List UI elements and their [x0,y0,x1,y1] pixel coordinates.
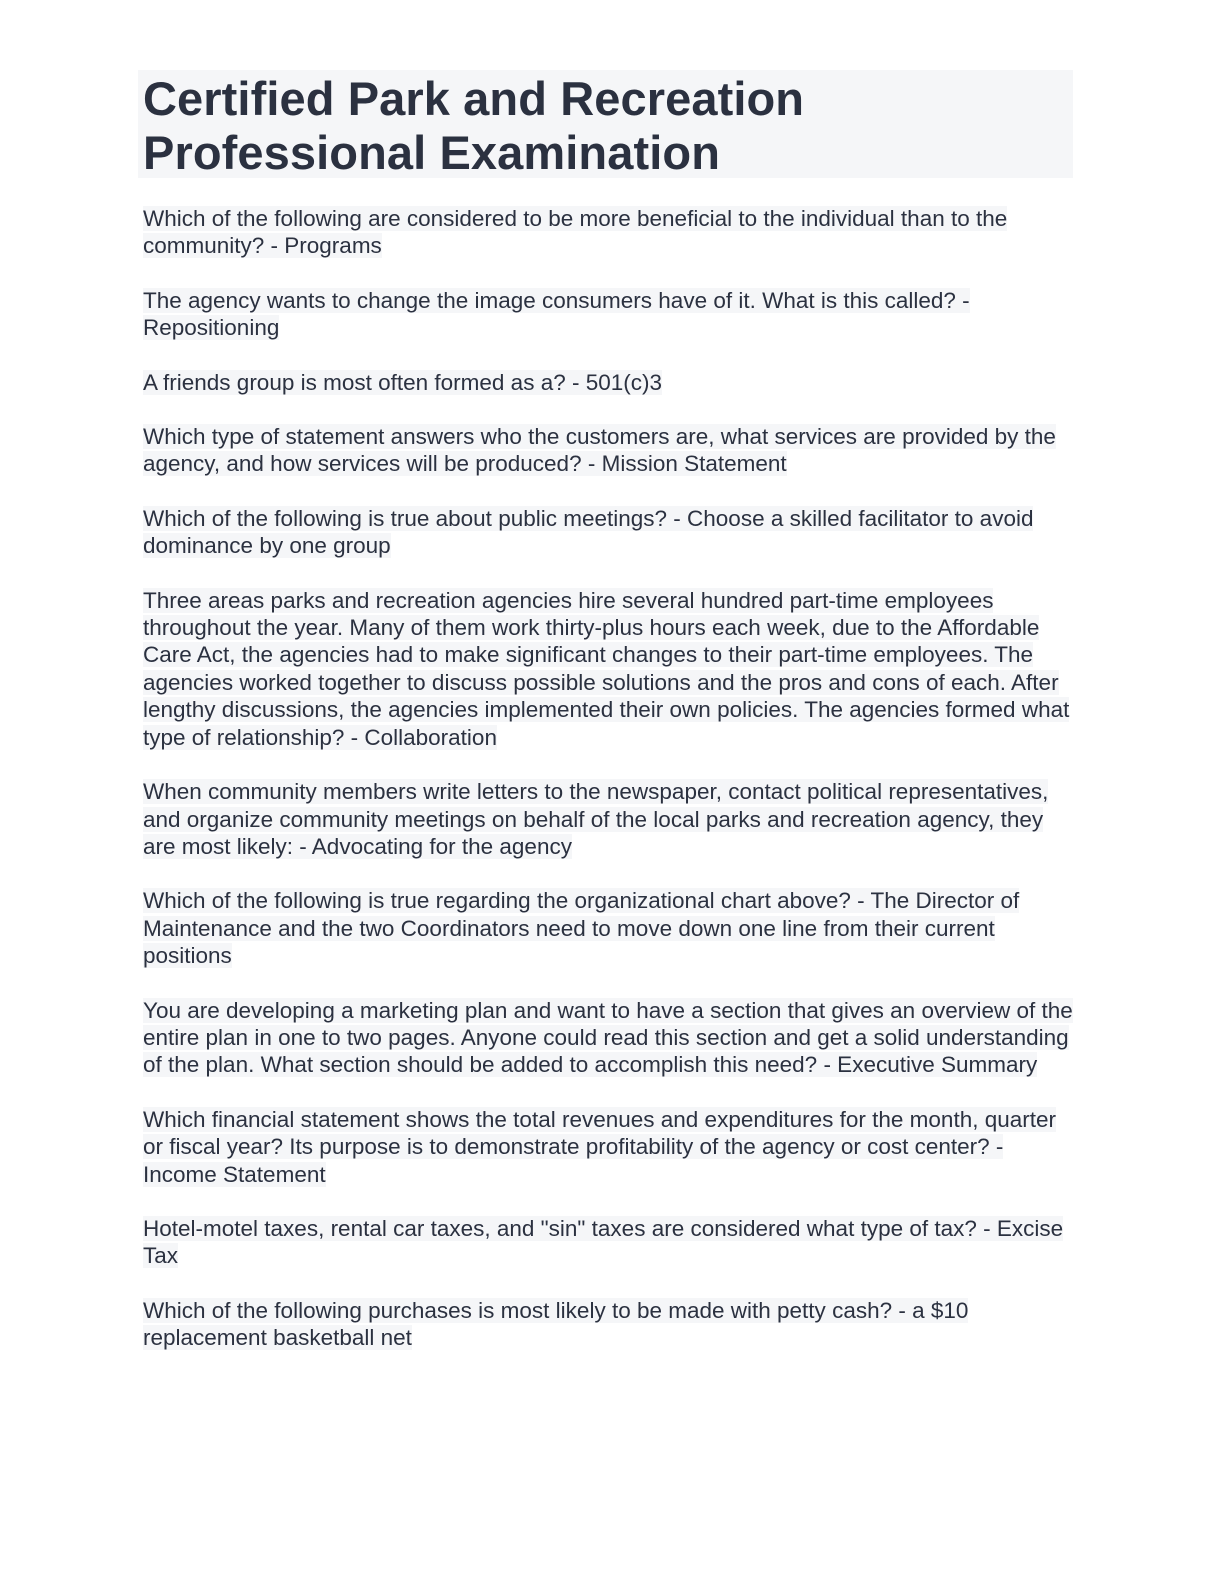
qa-text: The agency wants to change the image consumers have of it. What is this called? - Repositioning [143,287,970,341]
qa-text: Which of the following are considered to be more beneficial to the individual than to the community? - Programs [143,206,1008,259]
qa-list [138,205,1073,1352]
qa-item [138,1215,1073,1270]
qa-item [138,1106,1073,1188]
qa-item [138,423,1073,478]
document-title: Certified Park and Recreation Professional Examination [143,72,805,179]
qa-text: Which of the following purchases is most likely to be made with petty cash? - a $10 replacement basketball net [143,1297,969,1351]
qa-text: Which of the following is true regarding the organizational chart above? - The Director of Maintenance and the two Coordinators need to move down one line from their current positions [143,888,1020,969]
title-block [138,70,1073,178]
qa-text: Three areas parks and recreation agencies hire several hundred part-time employees throughout the year. Many of them work thirty-plus hours each week, due to the Affordable Care Act, the agencies had to make significant changes to their part-time employees. The agencies worked together to discuss possible solutions and the pros and cons of each. After lengthy discussions, the agencies implemented their own policies. The agencies formed what type of relationship? - Collaboration [143,587,1070,750]
qa-item [138,587,1073,751]
qa-item [138,505,1073,560]
qa-item [138,287,1073,342]
qa-text: Which financial statement shows the total revenues and expenditures for the month, quarter or fiscal year? Its purpose is to demonstrate profitability of the agency or cost center? - Income Statement [143,1106,1057,1187]
qa-item [138,997,1073,1079]
qa-item [138,1297,1073,1352]
qa-text: When community members write letters to the newspaper, contact political representatives, and organize community meetings on behalf of the local parks and recreation agency, they are most likely: - Advocating for the agency [143,779,1049,859]
qa-item [138,778,1073,860]
qa-text: A friends group is most often formed as a? - 501(c)3 [143,369,663,395]
qa-text: Which type of statement answers who the customers are, what services are provided by the agency, and how services will be produced? - Mission Statement [143,424,1056,477]
qa-item [138,205,1073,260]
document-page [138,70,1073,1379]
qa-text: Hotel-motel taxes, rental car taxes, and "sin" taxes are considered what type of tax? - Excise Tax [143,1215,1064,1269]
qa-item [138,369,1073,396]
qa-text: Which of the following is true about public meetings? - Choose a skilled facilitator to avoid dominance by one group [143,505,1034,559]
qa-text: You are developing a marketing plan and want to have a section that gives an overview of the entire plan in one to two pages. Anyone could read this section and get a solid understanding of the plan. What section should be added to accomplish this need? - Executive Summary [143,997,1073,1078]
qa-item [138,887,1073,969]
